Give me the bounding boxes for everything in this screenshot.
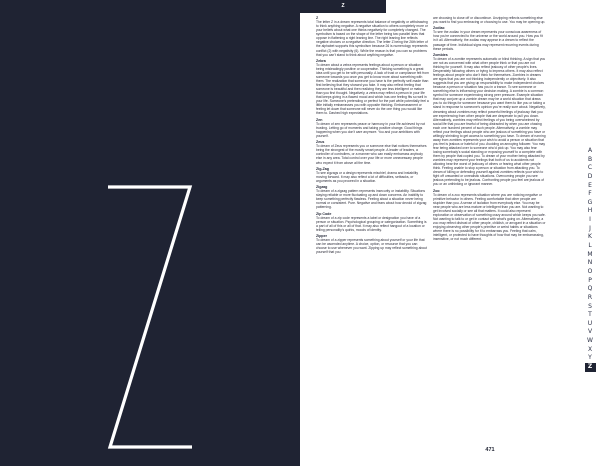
entry-title: Zeus	[316, 140, 325, 145]
dictionary-entry	[316, 234, 429, 254]
entry-body: are choosing to close off or discontinue. Unzipping reflects something else you want to find you embracing or choosing to use. You may be opening up.	[433, 16, 546, 25]
index-letter-q[interactable]: Q	[587, 285, 593, 293]
entry-body: To dream of a zoo represents situation where you are noticing negative or primitive behavior in others. Feeling comfortable that other people are stupider than you. A sense of isolation from everybody else. You may be near people who are less mature or intelligent than you are. Not wanting to get involved socially or see all that matters. It could also represent exploration or observation of something crazy around which keeps you safe. Not wanting to talk to or get in contact with what's going on. Alternatively, a zoo may reflect distrust of other people, childish, or arrogant in a situation or enjoying observing other people's primitive or weird habits or situations where there is no possibility for it to embarrass you. Feeling that calm, intelligent, or protected to have thoughts of how that may be embarrassing, insensitive, or not much different.	[433, 192, 546, 242]
text-column-left	[316, 16, 429, 426]
dictionary-entry	[433, 26, 546, 50]
entry-body: To dream of a zipper represents something about yourself or your life that can be ascended anytime. A choice, option, or resource that you can choose to use whenever you want. Zipping up may reflect something about yourself that you	[316, 238, 427, 255]
chapter-letter-z	[104, 182, 196, 452]
index-letter-k[interactable]: K	[588, 233, 592, 241]
alphabet-index	[583, 147, 597, 373]
index-letter-a[interactable]: A	[587, 147, 593, 154]
entry-title: Zig-Zag	[316, 166, 329, 171]
entry-title: Zip Code	[316, 211, 332, 216]
entry-title: Zigzag	[316, 185, 328, 190]
index-letter-b[interactable]: B	[587, 155, 593, 163]
index-letter-e[interactable]: E	[588, 181, 592, 189]
dictionary-entry	[316, 118, 429, 138]
index-letter-j[interactable]: J	[589, 224, 591, 232]
index-letter-p[interactable]: P	[588, 276, 592, 284]
entry-body: To dream of zen represents peace or harmony in your life achieved by not trusting. Letting go of moments and taking positive change. Good things happening when you don't care anymore. You and your ambitions with yourself.	[316, 121, 426, 138]
index-letter-g[interactable]: G	[587, 198, 593, 206]
entry-body: To dream of a zigzag pattern represents insecurity or instability. Situations staying reliable or more fluctuating up and down concerns. An inability to keep something perfectly flawless. Feeling about a situation never being normal or consistent. Pure. Negative and fears about how devoid of zigzag patterning.	[316, 189, 427, 210]
index-letter-y[interactable]: Y	[588, 354, 592, 362]
index-letter-c[interactable]: C	[587, 164, 593, 172]
dictionary-entry	[433, 16, 546, 24]
index-letter-u[interactable]: U	[587, 319, 593, 327]
index-letter-o[interactable]: O	[587, 267, 593, 275]
index-letter-z[interactable]: Z	[585, 363, 596, 372]
dictionary-entry	[316, 167, 429, 183]
dictionary-entry	[316, 212, 429, 232]
dictionary-entry	[316, 140, 429, 164]
index-letter-l[interactable]: L	[588, 242, 592, 250]
entry-body: To see the zodiac in your dream represents your conscious awareness of how you're connected to the universe or the world around you. How you fit in it all. Alternatively, the zodiac may appear in a dream to reflect the passage of time. Individual signs may represent recurring events during these periods.	[433, 30, 543, 51]
index-letter-m[interactable]: M	[587, 250, 593, 258]
index-letter-t[interactable]: T	[588, 311, 592, 319]
entry-title: Zoo	[433, 188, 440, 193]
dictionary-entry	[316, 185, 429, 209]
entry-body: To dream of a zombie represents automatic or blind thinking. A sign that you are not as concerned with what other people think or that you are not thinking for yourself. It may also reflect jealousy of other people's lives. Desperately following others or trying to impress others. It may also reflect feelings about people who don't think for themselves. Zombies in dreams are signs that you are not thinking independently or objectively. It also suggests that you are giving up responsibility to make independent choices because a person or situation has you in a trance. To see someone or something else is influencing your decision making. A zombie is a common symbol for someone experiencing strong peer pressure. Example situation that may conjure up a zombie dream may be a world situation that draws you to do things for someone because you want them to like you or taking a stand in response to someone's opinion you're really sure about. Negatively, dreaming about zombies may reflect powerful feelings of jealousy that you are experiencing from other people that are desperate to pull you down. Alternatively, zombies may reflect feelings of you being overwhelmed by social life that you are fearful of being distracted by when you are chasing each one hundred percent of such people. Alternatively, a zombie may reflect your feelings about people who are jealous of something you have or willingly shrinking to get access to something you have. To dream of running away from zombies represents your wish to avoid a person or situation that you feel is jealous or hateful of you. Avoiding an annoying follower. You may fear being attacked over to someone who'd pick up. You may also fear losing somebody's social standing or exposing yourself to a complete with them by people that copied you. To dream of your mother being attacked by zombies may represent your feelings that both of us to accidents not allowing hear the worst of jealousy of others or fearing what other people think. Feeling unable to stop a person or situation from attacking you. To dream of killing or defending yourself against zombies reflects your wish to fight off unwanted or unrealistic situations. Overcoming people you see jealous pretending to be jealous. Confronting people you feel are jealous of you or an unthinking or ignorant manner.	[433, 56, 546, 187]
entry-title: Zen	[316, 117, 323, 122]
entry-body: To dream about a zebra represents feelings about a person or situation being misleadingly positive or cooperative. Thinking something is a great idea until you get to be with personally. A lack of trust or compliance felt from someone towards you once you get to know more about something with them. The realization that someone you have is the perfectly self-made than first believing that they showed you fake. It may also reflect feeling that someone is beautiful and then realizing they are less intelligent or mature than you first thought. Negatively, a zebra may reflect a person in your life that keeps giving in a flawed mood and which has one feeling fits so well in your life. Someone's pretending or perfect for the part while potentially feel a little initially embarrasses you with opposite thinking. Embarrassment or feeling let down that someone will never do the one thing you would like them to. Dashed high expectations.	[316, 62, 429, 116]
entry-title: Zipper	[316, 234, 327, 239]
entry-body: To dream of Zeus represents you or someone else that notices themselves being the strongest of the mostly smart people. A leader of leaders, a controller of controllers, or a manner who can easily embarrass anybody else in any area. Total control over your life or more unnecessary people who expect it from above all the time.	[316, 144, 427, 165]
entry-body: To see zigzags or a design represents mischief, drama and instability moving forward. It may also reflect a lot of difficulties, setbacks, or arguments as you proceed in a situation.	[316, 170, 419, 183]
entry-title: Zebra	[316, 58, 326, 63]
dictionary-entry	[316, 16, 429, 57]
index-letter-w[interactable]: W	[587, 337, 593, 345]
entry-body: The letter Z in a dream represents total balance of negativity or withdrawing to think anything negative. A negative situation to others completely more or your beliefs about what one thinks negatively for completely changed. The symbolism is based on the shape of the letter being two parallel lines that oppose in flattening a right leaning line. The right leaning line reflects negative choices or a negative direction. The letter Z being the 26th letter of the alphabet supports this symbolism because 26 is numerology represents conflict (2) with negativity (6). While the reason is that you can so problems that you can't stand to think about anything negative.	[316, 20, 428, 57]
page-number: 471	[485, 447, 495, 453]
entry-title: Zombies	[433, 52, 448, 57]
index-letter-n[interactable]: N	[587, 259, 593, 267]
index-letter-r[interactable]: R	[587, 293, 593, 301]
dictionary-entry	[433, 189, 546, 242]
entry-title: Zodiac	[433, 26, 445, 31]
index-letter-i[interactable]: I	[589, 216, 591, 224]
section-tab: Z	[300, 0, 386, 13]
svg-text:Z: Z	[150, 322, 151, 323]
entry-title: Z	[316, 16, 319, 20]
dictionary-entry	[433, 53, 546, 187]
index-letter-f[interactable]: F	[588, 190, 592, 198]
index-letter-x[interactable]: X	[587, 345, 593, 353]
index-letter-h[interactable]: H	[587, 207, 593, 215]
text-column-right	[433, 16, 546, 426]
index-letter-s[interactable]: S	[588, 302, 592, 310]
entry-body: To dream of a zip code represents a label or designation you have of a person or situation. Psychological grouping or categorization. Something is a part of all of this or all of that. It may also reflect hangout of a location or telling personality's quirks, moods of identity.	[316, 215, 427, 232]
dictionary-entry	[316, 59, 429, 116]
index-letter-d[interactable]: D	[587, 172, 593, 180]
index-letter-v[interactable]: V	[587, 328, 593, 336]
